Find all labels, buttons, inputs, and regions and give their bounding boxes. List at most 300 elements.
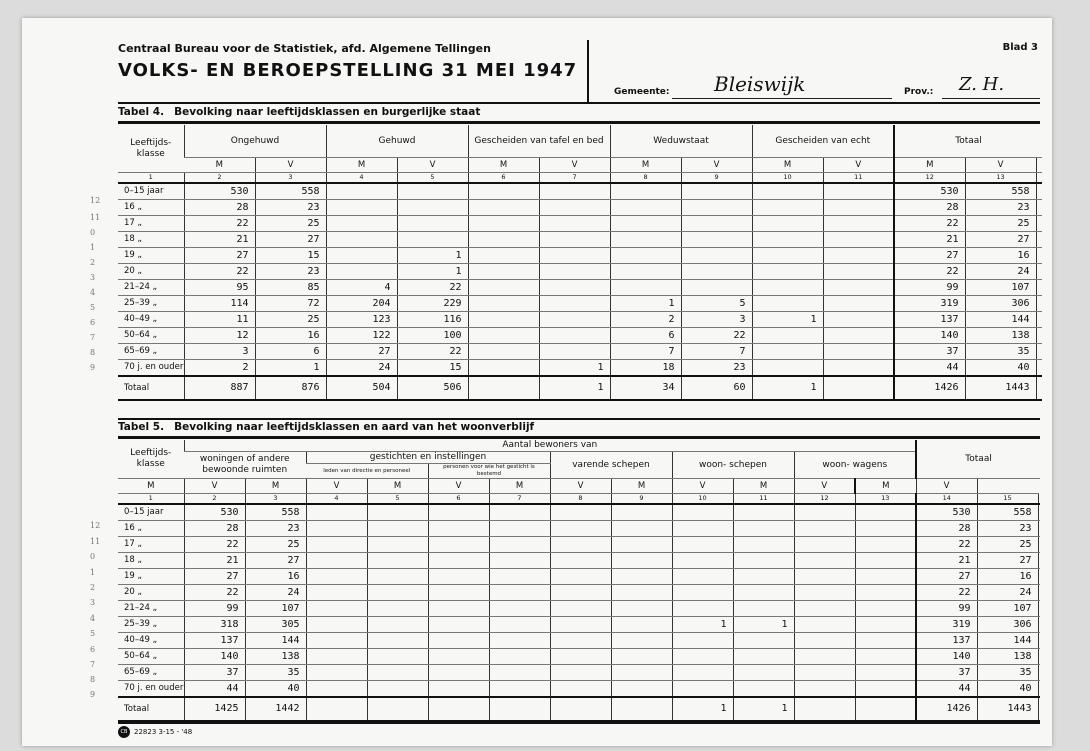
value-cell	[326, 264, 397, 280]
age-class-label: 20 „	[118, 264, 184, 280]
table5-group-woonschepen: woon- schepen	[672, 452, 794, 479]
table5-filler	[1038, 697, 1040, 721]
table5-sex-header: V	[184, 479, 245, 494]
value-cell	[752, 344, 823, 360]
value-cell	[306, 633, 367, 649]
table5-group-woonwagens: woon- wagens	[794, 452, 916, 479]
table4-column-number: 3	[255, 173, 326, 184]
total-value-cell: 1426	[894, 376, 965, 400]
total-value-cell: 60	[681, 376, 752, 400]
value-cell: 530	[894, 183, 965, 200]
value-cell: 306	[977, 617, 1038, 633]
total-label: Totaal	[118, 376, 184, 400]
value-cell	[855, 537, 916, 553]
total-value-cell: 1	[733, 697, 794, 721]
table5-column-number: 8	[550, 494, 611, 505]
value-cell: 1	[539, 360, 610, 377]
margin-pencil-mark: 6	[90, 645, 96, 654]
total-value-cell	[468, 376, 539, 400]
value-cell: 137	[184, 633, 245, 649]
table5-sex-header: M	[733, 479, 794, 494]
value-cell	[672, 665, 733, 681]
age-class-label: 0–15 jaar	[118, 504, 184, 521]
value-cell: 2	[184, 360, 255, 377]
value-cell: 28	[184, 200, 255, 216]
value-cell	[367, 633, 428, 649]
form-header	[118, 40, 584, 81]
value-cell	[794, 504, 855, 521]
table5-column-number: 7	[489, 494, 550, 505]
total-row	[118, 697, 1040, 721]
value-cell: 319	[916, 617, 977, 633]
value-cell	[823, 183, 894, 200]
margin-pencil-mark: 1	[90, 568, 96, 577]
value-cell: 16	[965, 248, 1036, 264]
value-cell	[855, 553, 916, 569]
value-cell: 27	[184, 248, 255, 264]
value-cell: 21	[894, 232, 965, 248]
value-cell: 137	[916, 633, 977, 649]
value-cell: 138	[965, 328, 1036, 344]
value-cell	[489, 649, 550, 665]
value-cell	[855, 665, 916, 681]
table4-column-number: 13	[965, 173, 1036, 184]
value-cell	[468, 232, 539, 248]
value-cell: 22	[916, 537, 977, 553]
table4-filler	[1036, 264, 1042, 280]
total-value-cell	[306, 697, 367, 721]
value-cell	[855, 649, 916, 665]
value-cell	[489, 633, 550, 649]
value-cell	[823, 264, 894, 280]
table-row	[118, 665, 1040, 681]
table-row	[118, 569, 1040, 585]
value-cell	[550, 553, 611, 569]
table-row	[118, 200, 1042, 216]
value-cell: 318	[184, 617, 245, 633]
table5-column-number: 3	[245, 494, 306, 505]
table5-sub-bestemd: personen voor wie het gesticht is bestemd	[428, 464, 550, 479]
value-cell: 28	[894, 200, 965, 216]
table-row	[118, 633, 1040, 649]
table5-filler	[1038, 681, 1040, 698]
value-cell: 44	[916, 681, 977, 698]
value-cell	[752, 248, 823, 264]
value-cell	[733, 585, 794, 601]
value-cell: 16	[255, 328, 326, 344]
table-row	[118, 649, 1040, 665]
value-cell: 72	[255, 296, 326, 312]
value-cell	[397, 216, 468, 232]
value-cell	[489, 617, 550, 633]
total-value-cell: 504	[326, 376, 397, 400]
total-value-cell: 1	[539, 376, 610, 400]
table5-sex-header: V	[672, 479, 733, 494]
value-cell	[611, 633, 672, 649]
value-cell	[855, 585, 916, 601]
value-cell	[367, 521, 428, 537]
value-cell	[823, 248, 894, 264]
table-row	[118, 504, 1040, 521]
value-cell: 27	[326, 344, 397, 360]
value-cell	[539, 232, 610, 248]
value-cell	[752, 216, 823, 232]
value-cell	[306, 537, 367, 553]
value-cell	[468, 296, 539, 312]
margin-pencil-mark: 9	[90, 690, 96, 699]
value-cell	[752, 360, 823, 377]
total-value-cell	[367, 697, 428, 721]
province-label: Prov.:	[904, 87, 934, 97]
value-cell	[794, 681, 855, 698]
age-class-label: 25–39 „	[118, 617, 184, 633]
value-cell	[539, 296, 610, 312]
value-cell	[550, 521, 611, 537]
value-cell	[550, 633, 611, 649]
value-cell	[550, 585, 611, 601]
table4-filler	[1036, 312, 1042, 328]
value-cell	[610, 280, 681, 296]
value-cell: 22	[397, 344, 468, 360]
table5-sex-header: V	[306, 479, 367, 494]
value-cell	[611, 601, 672, 617]
value-cell: 1	[752, 312, 823, 328]
age-class-label: 17 „	[118, 216, 184, 232]
table-row	[118, 585, 1040, 601]
value-cell	[397, 200, 468, 216]
table5-column-number: 13	[855, 494, 916, 505]
total-value-cell	[611, 697, 672, 721]
value-cell	[681, 183, 752, 200]
cbs-logo-icon: CB	[118, 726, 130, 738]
value-cell: 24	[977, 585, 1038, 601]
value-cell	[367, 681, 428, 698]
value-cell: 107	[977, 601, 1038, 617]
margin-pencil-mark: 1	[90, 243, 96, 252]
total-value-cell	[428, 697, 489, 721]
value-cell	[367, 504, 428, 521]
value-cell	[468, 264, 539, 280]
value-cell: 27	[916, 569, 977, 585]
value-cell	[489, 521, 550, 537]
value-cell	[672, 681, 733, 698]
table5-filler	[1038, 649, 1040, 665]
value-cell: 22	[681, 328, 752, 344]
table4-sex-header: V	[681, 158, 752, 173]
total-value-cell: 1442	[245, 697, 306, 721]
value-cell: 12	[184, 328, 255, 344]
value-cell	[489, 601, 550, 617]
value-cell	[397, 183, 468, 200]
value-cell	[672, 633, 733, 649]
value-cell	[794, 537, 855, 553]
value-cell: 23	[255, 200, 326, 216]
value-cell	[326, 216, 397, 232]
value-cell: 144	[245, 633, 306, 649]
value-cell: 6	[610, 328, 681, 344]
value-cell	[794, 521, 855, 537]
margin-pencil-mark: 2	[90, 258, 96, 267]
value-cell	[611, 553, 672, 569]
value-cell	[794, 585, 855, 601]
value-cell: 22	[894, 216, 965, 232]
value-cell	[733, 553, 794, 569]
value-cell	[367, 569, 428, 585]
value-cell	[611, 504, 672, 521]
table5-sex-header: M	[489, 479, 550, 494]
value-cell	[306, 585, 367, 601]
margin-pencil-mark: 7	[90, 333, 96, 342]
value-cell	[681, 248, 752, 264]
value-cell: 40	[245, 681, 306, 698]
total-value-cell: 1425	[184, 697, 245, 721]
footer	[118, 726, 192, 738]
margin-pencil-mark: 0	[90, 228, 96, 237]
value-cell	[823, 280, 894, 296]
table4-filler	[1036, 158, 1042, 173]
value-cell	[733, 633, 794, 649]
table4-filler	[1036, 200, 1042, 216]
table4-sex-header: V	[823, 158, 894, 173]
value-cell: 24	[965, 264, 1036, 280]
table4-filler	[1036, 376, 1042, 400]
table5-filler	[1038, 601, 1040, 617]
value-cell	[489, 665, 550, 681]
value-cell: 21	[916, 553, 977, 569]
age-class-label: 70 j. en ouder	[118, 681, 184, 698]
table5-column-number: 9	[611, 494, 672, 505]
table4-sex-header: M	[894, 158, 965, 173]
value-cell	[428, 617, 489, 633]
value-cell	[428, 585, 489, 601]
table4-sex-header: M	[184, 158, 255, 173]
table4-column-number: 11	[823, 173, 894, 184]
age-class-label: 21–24 „	[118, 280, 184, 296]
table4-column-number: 2	[184, 173, 255, 184]
value-cell	[539, 328, 610, 344]
value-cell: 22	[894, 264, 965, 280]
value-cell: 2	[610, 312, 681, 328]
value-cell	[539, 280, 610, 296]
table4-number: Tabel 4.	[118, 106, 165, 118]
table-row	[118, 537, 1040, 553]
value-cell	[610, 264, 681, 280]
total-value-cell: 887	[184, 376, 255, 400]
value-cell	[489, 681, 550, 698]
value-cell	[823, 328, 894, 344]
margin-pencil-mark: 6	[90, 318, 96, 327]
table4-column-number: 6	[468, 173, 539, 184]
value-cell: 16	[245, 569, 306, 585]
value-cell	[681, 280, 752, 296]
total-value-cell: 876	[255, 376, 326, 400]
age-class-label: 50–64 „	[118, 649, 184, 665]
value-cell	[367, 617, 428, 633]
table5-column-number: 6	[428, 494, 489, 505]
table5-title: Bevolking naar leeftijdsklassen en aard van het woonverblijf	[174, 421, 535, 433]
value-cell: 22	[184, 585, 245, 601]
value-cell: 99	[894, 280, 965, 296]
margin-pencil-mark: 2	[90, 583, 96, 592]
value-cell: 558	[977, 504, 1038, 521]
table4-bottom-rule	[118, 418, 1040, 420]
value-cell	[306, 617, 367, 633]
value-cell: 137	[894, 312, 965, 328]
value-cell	[823, 232, 894, 248]
value-cell	[428, 649, 489, 665]
value-cell: 23	[681, 360, 752, 377]
value-cell: 144	[977, 633, 1038, 649]
value-cell	[855, 569, 916, 585]
value-cell: 24	[326, 360, 397, 377]
table4-column-number: 4	[326, 173, 397, 184]
value-cell: 558	[965, 183, 1036, 200]
table4-filler	[1036, 173, 1042, 184]
value-cell: 305	[245, 617, 306, 633]
table4-column-number: 7	[539, 173, 610, 184]
value-cell	[733, 537, 794, 553]
age-class-label: 65–69 „	[118, 344, 184, 360]
value-cell	[752, 264, 823, 280]
value-cell	[611, 681, 672, 698]
age-class-label: 40–49 „	[118, 633, 184, 649]
total-row	[118, 376, 1042, 400]
table5-column-number: 5	[367, 494, 428, 505]
table4-group-gescheiden-echt: Gescheiden van echt	[752, 125, 894, 158]
margin-pencil-mark: 8	[90, 348, 96, 357]
value-cell	[681, 216, 752, 232]
value-cell	[752, 183, 823, 200]
value-cell: 140	[184, 649, 245, 665]
value-cell: 1	[672, 617, 733, 633]
total-label: Totaal	[118, 697, 184, 721]
table-row	[118, 553, 1040, 569]
value-cell: 3	[681, 312, 752, 328]
value-cell	[550, 681, 611, 698]
value-cell	[610, 232, 681, 248]
table5-filler	[1038, 553, 1040, 569]
value-cell: 107	[245, 601, 306, 617]
value-cell	[428, 553, 489, 569]
value-cell: 23	[965, 200, 1036, 216]
value-cell	[539, 344, 610, 360]
value-cell	[550, 537, 611, 553]
value-cell	[610, 183, 681, 200]
table5-bottom-rule	[118, 722, 1040, 724]
value-cell: 37	[184, 665, 245, 681]
value-cell: 25	[977, 537, 1038, 553]
value-cell	[794, 553, 855, 569]
table5-filler	[977, 479, 1038, 494]
value-cell: 140	[894, 328, 965, 344]
value-cell: 138	[245, 649, 306, 665]
table5-sex-header: M	[611, 479, 672, 494]
value-cell: 44	[184, 681, 245, 698]
total-value-cell: 1	[672, 697, 733, 721]
value-cell: 21	[184, 232, 255, 248]
value-cell: 15	[255, 248, 326, 264]
table5-filler	[1038, 569, 1040, 585]
value-cell	[672, 553, 733, 569]
value-cell: 99	[916, 601, 977, 617]
table4-filler	[1036, 344, 1042, 360]
value-cell: 25	[255, 216, 326, 232]
margin-pencil-mark: 12	[90, 521, 101, 530]
value-cell: 28	[916, 521, 977, 537]
value-cell	[489, 504, 550, 521]
table5	[118, 440, 1040, 722]
value-cell: 6	[255, 344, 326, 360]
table-row	[118, 264, 1042, 280]
age-class-label: 20 „	[118, 585, 184, 601]
value-cell: 27	[894, 248, 965, 264]
value-cell: 144	[965, 312, 1036, 328]
table5-column-number: 11	[733, 494, 794, 505]
value-cell	[550, 569, 611, 585]
value-cell	[489, 553, 550, 569]
table4-column-number: 8	[610, 173, 681, 184]
value-cell	[610, 248, 681, 264]
table5-column-number: 2	[184, 494, 245, 505]
table4-column-number: 12	[894, 173, 965, 184]
margin-pencil-mark: 4	[90, 614, 96, 623]
value-cell: 22	[397, 280, 468, 296]
value-cell	[326, 183, 397, 200]
value-cell	[428, 681, 489, 698]
value-cell	[610, 200, 681, 216]
value-cell: 22	[916, 585, 977, 601]
value-cell	[428, 537, 489, 553]
value-cell: 35	[245, 665, 306, 681]
total-value-cell: 1443	[965, 376, 1036, 400]
table-row	[118, 216, 1042, 232]
table4-sex-header: V	[965, 158, 1036, 173]
table5-filler	[1038, 585, 1040, 601]
table5-filler	[1038, 494, 1040, 505]
value-cell: 16	[977, 569, 1038, 585]
total-value-cell: 1	[752, 376, 823, 400]
table5-filler	[1038, 665, 1040, 681]
value-cell	[306, 665, 367, 681]
value-cell: 4	[326, 280, 397, 296]
age-class-label: 25–39 „	[118, 296, 184, 312]
value-cell	[681, 232, 752, 248]
table-row	[118, 232, 1042, 248]
table5-sex-header: M	[855, 479, 916, 494]
margin-pencil-mark: 5	[90, 629, 96, 638]
margin-pencil-mark: 12	[90, 196, 101, 205]
value-cell	[326, 200, 397, 216]
value-cell: 23	[977, 521, 1038, 537]
table5-caption	[118, 421, 534, 433]
table5-number: Tabel 5.	[118, 421, 165, 433]
province-line	[942, 98, 1040, 99]
total-value-cell	[550, 697, 611, 721]
age-class-label: 16 „	[118, 521, 184, 537]
table4-sex-header: V	[255, 158, 326, 173]
total-value-cell: 34	[610, 376, 681, 400]
table4-sex-header: V	[397, 158, 468, 173]
gemeente-line	[672, 98, 892, 99]
value-cell	[733, 681, 794, 698]
value-cell: 25	[255, 312, 326, 328]
value-cell	[855, 633, 916, 649]
value-cell: 558	[255, 183, 326, 200]
table4-column-number: 5	[397, 173, 468, 184]
province-value: Z. H.	[959, 74, 1005, 95]
margin-pencil-mark: 5	[90, 303, 96, 312]
value-cell: 123	[326, 312, 397, 328]
